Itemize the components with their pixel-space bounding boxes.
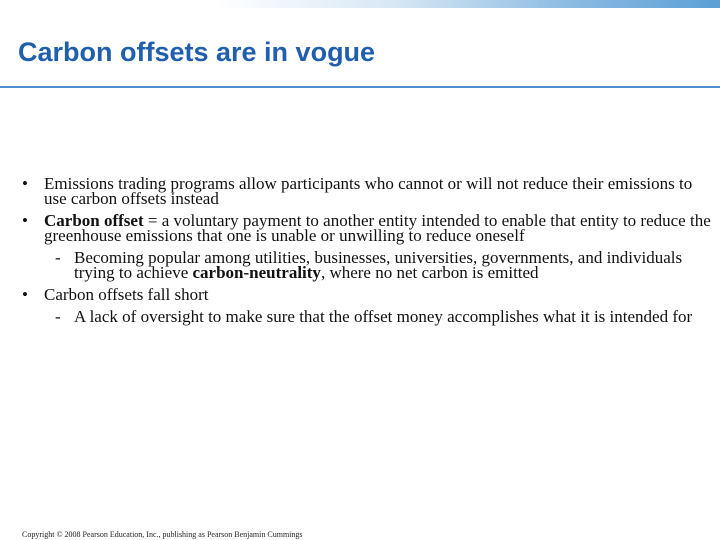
slide-title: Carbon offsets are in vogue: [18, 37, 376, 67]
sub-bullet-text: A lack of oversight to make sure that the offset money accomplishes what it is intended for: [74, 307, 693, 326]
sub-bullet-text: Becoming popular among utilities, businesses, universities, governments, and individuals trying to achieve: [74, 248, 683, 282]
bullet-emissions-trading: [22, 176, 712, 206]
sub-bullet-marker: -: [55, 307, 61, 326]
term-carbon-neutrality: carbon-neutrality: [192, 263, 321, 282]
bullet-carbon-offset-definition: [22, 213, 712, 243]
bullet-marker: •: [22, 211, 28, 230]
sub-bullet-text-end: , where no net carbon is emitted: [320, 263, 539, 282]
copyright-footer: Copyright © 2008 Pearson Education, Inc., publishing as Pearson Benjamin Cummings: [22, 530, 303, 539]
title-divider: [0, 86, 720, 88]
bullet-text: Carbon offsets fall short: [44, 285, 209, 304]
slide-body: [22, 176, 712, 331]
sub-bullet-marker: -: [55, 248, 61, 267]
header-gradient-band: [0, 0, 720, 8]
bullet-marker: •: [22, 174, 28, 193]
bullet-marker: •: [22, 285, 28, 304]
term-carbon-offset: Carbon offset: [44, 211, 144, 230]
sub-bullet-becoming-popular: [22, 250, 712, 280]
bullet-offsets-fall-short: [22, 287, 712, 302]
sub-bullet-lack-of-oversight: [22, 309, 712, 324]
bullet-text: = a voluntary payment to another entity intended to enable that entity to reduce the greenhouse emissions that one is unable or unwilling to reduce oneself: [44, 211, 711, 245]
bullet-text: Emissions trading programs allow participants who cannot or will not reduce their emissions to use carbon offsets instead: [44, 174, 693, 208]
